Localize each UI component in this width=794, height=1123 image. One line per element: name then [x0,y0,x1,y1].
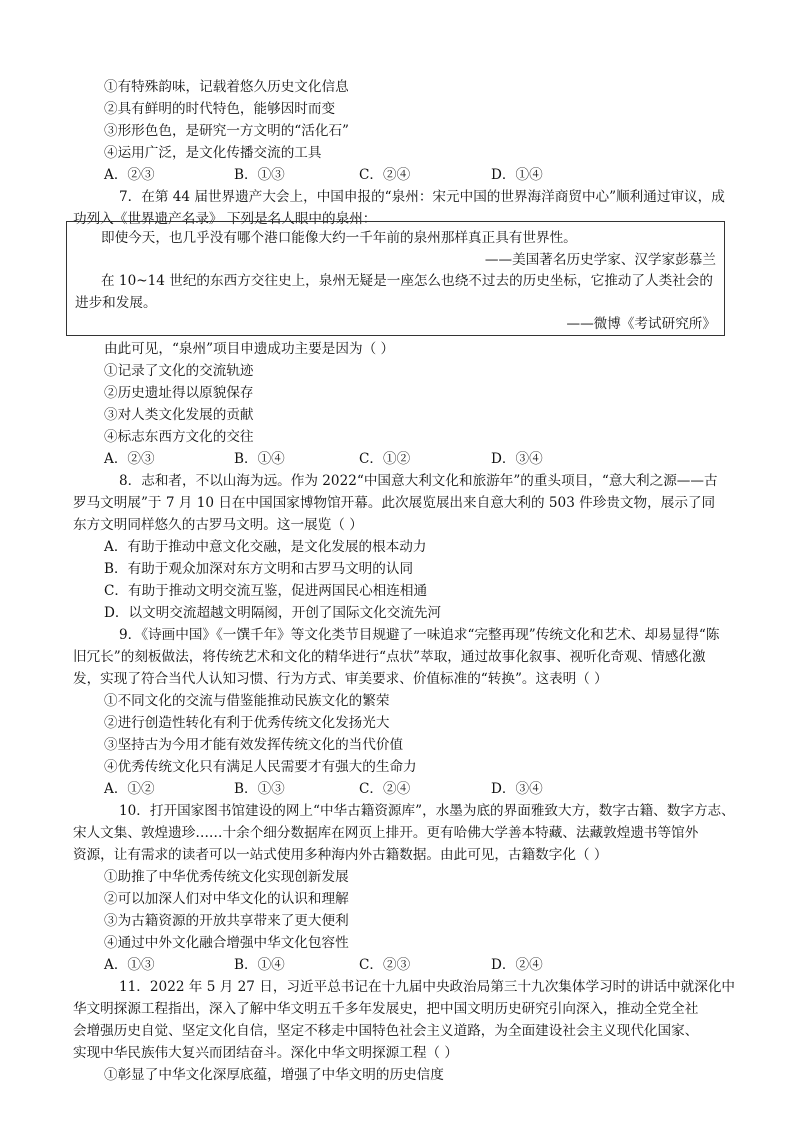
q10-item-4: ④通过中外文化融合增强中华文化包容性 [104,935,349,951]
q9-option-a[interactable]: A．①② [104,781,155,797]
q10-item-1: ①助推了中华优秀传统文化实现创新发展 [104,869,349,885]
q8-choice-d[interactable]: D．以文明交流超越文明隔阂，开创了国际文化交流先河 [104,605,442,621]
q7-item-1: ①记录了文化的交流轨迹 [104,363,254,379]
q10-item-2: ②可以加深人们对中华文化的认识和理解 [104,891,349,907]
q11-stem-4: 实现中华民族伟大复兴而团结奋斗。深化中华文明探源工程（ ） [73,1045,458,1061]
q7-quote-1: 即使今天，也几乎没有哪个港口能像大约一千年前的泉州那样真正具有世界性。 [101,230,577,246]
q7-source-2: ——微博《考试研究所》 [566,316,716,332]
q9-item-3: ③坚持古为今用才能有效发挥传统文化的当代价值 [104,737,404,753]
q8-choice-a[interactable]: A．有助于推动中意文化交融，是文化发展的根本动力 [104,539,427,555]
q10-stem-1: 10．打开国家图书馆建设的网上“中华古籍资源库”，水墨为底的界面雅致大方，数字古籍、数字方志、 [119,803,735,819]
q9-option-b[interactable]: B．①③ [234,781,285,797]
q10-stem-3: 资源，让有需求的读者可以一站式使用多种海内外古籍数据。由此可见，古籍数字化（ ） [73,847,608,863]
q7-stem-1: 7．在第 44 届世界遗产大会上，中国申报的“泉州：宋元中国的世界海洋商贸中心”顺利通过审议，成 [119,189,725,205]
q10-option-d[interactable]: D．②④ [491,957,543,973]
q7-option-c[interactable]: C．①② [359,451,411,467]
q9-item-4: ④优秀传统文化只有满足人民需要才有强大的生命力 [104,759,417,775]
q6-item-1: ①有特殊韵味，记载着悠久历史文化信息 [104,79,349,95]
q7-quote-2a: 在 10~14 世纪的东西方交往史上，泉州无疑是一座怎么也绕不过去的历史坐标，它推动了人类社会的 [101,273,713,289]
q9-item-2: ②进行创造性转化有利于优秀传统文化发扬光大 [104,715,390,731]
q10-options [104,954,704,976]
q7-option-a[interactable]: A．②③ [104,451,155,467]
q7-item-2: ②历史遗址得以原貌保存 [104,385,254,401]
q7-quote-box [66,221,725,336]
q7-quote-2b: 进步和发展。 [75,295,157,311]
q11-stem-2: 华文明探源工程指出，深入了解中华文明五千多年发展史，把中国文明历史研究引向深入，推动全党全社 [73,1001,699,1017]
q9-stem-1: 9．《诗画中国》《一馔千年》等文化类节目规避了一味追求“完整再现”传统文化和艺术、却易显得“陈 [119,627,720,643]
q6-option-c[interactable]: C．②④ [359,167,411,183]
q10-option-c[interactable]: C．②③ [359,957,411,973]
q7-options [104,448,704,470]
q8-stem-1: 8．志和者，不以山海为远。作为 2022“中国意大利文化和旅游年”的重头项目，“意大利之源——古 [119,473,718,489]
q9-item-1: ①不同文化的交流与借鉴能推动民族文化的繁荣 [104,693,390,709]
q9-options [104,778,704,800]
q6-item-3: ③形形色色，是研究一方文明的“活化石” [104,123,349,139]
q10-item-3: ③为古籍资源的开放共享带来了更大便利 [104,913,349,929]
q9-option-c[interactable]: C．②④ [359,781,411,797]
q7-item-3: ③对人类文化发展的贡献 [104,407,254,423]
q10-option-a[interactable]: A．①③ [104,957,155,973]
q6-item-4: ④运用广泛，是文化传播交流的工具 [104,145,322,161]
q8-choice-b[interactable]: B．有助于观众加深对东方文明和古罗马文明的认同 [104,561,414,577]
q8-choice-c[interactable]: C．有助于推动文明交流互鉴，促进两国民心相连相通 [104,583,428,599]
q7-item-4: ④标志东西方文化的交往 [104,429,254,445]
q9-option-d[interactable]: D．③④ [491,781,543,797]
q11-stem-1: 11．2022 年 5 月 27 日，习近平总书记在十九届中央政治局第三十九次集体学习时的讲话中就深化中 [119,979,736,995]
q6-options [104,164,704,186]
q11-item-1: ①彰显了中华文化深厚底蕴，增强了中华文明的历史信度 [104,1067,444,1083]
q7-option-d[interactable]: D．③④ [491,451,543,467]
q9-stem-3: 发，实现了符合当代人认知习惯、行为方式、审美要求、价值标准的“转换”。这表明（ ） [73,671,608,687]
q10-stem-2: 宋人文集、敦煌遗珍……十余个细分数据库在网页上排开。更有哈佛大学善本特藏、法藏敦煌遗书等馆外 [73,825,699,841]
q6-option-a[interactable]: A．②③ [104,167,155,183]
q10-option-b[interactable]: B．①④ [234,957,285,973]
q6-item-2: ②具有鲜明的时代特色，能够因时而变 [104,101,336,117]
q7-option-b[interactable]: B．①④ [234,451,285,467]
q8-stem-3: 东方文明同样悠久的古罗马文明。这一展览（ ） [73,517,363,533]
q7-stem-2: 功列入《世界遗产名录》 下列是名人眼中的泉州： [73,211,377,227]
q6-option-d[interactable]: D．①④ [491,167,543,183]
q8-stem-2: 罗马文明展”于 7 月 10 日在中国国家博物馆开幕。此次展览展出来自意大利的 503 件珍贵文物，展示了同 [73,495,716,511]
q7-question: 由此可见，“泉州”项目申遗成功主要是因为（ ） [104,341,395,357]
q6-option-b[interactable]: B．①③ [234,167,285,183]
q9-stem-2: 旧冗长”的刻板做法，将传统艺术和文化的精华进行“点状”萃取，通过故事化叙事、视听化奇观、情感化激 [73,649,706,665]
q11-stem-3: 会增强历史自觉、坚定文化自信，坚定不移走中国特色社会主义道路，为全面建设社会主义现代化国家、 [73,1023,699,1039]
q7-source-1: ——美国著名历史学家、汉学家彭慕兰 [484,252,716,268]
